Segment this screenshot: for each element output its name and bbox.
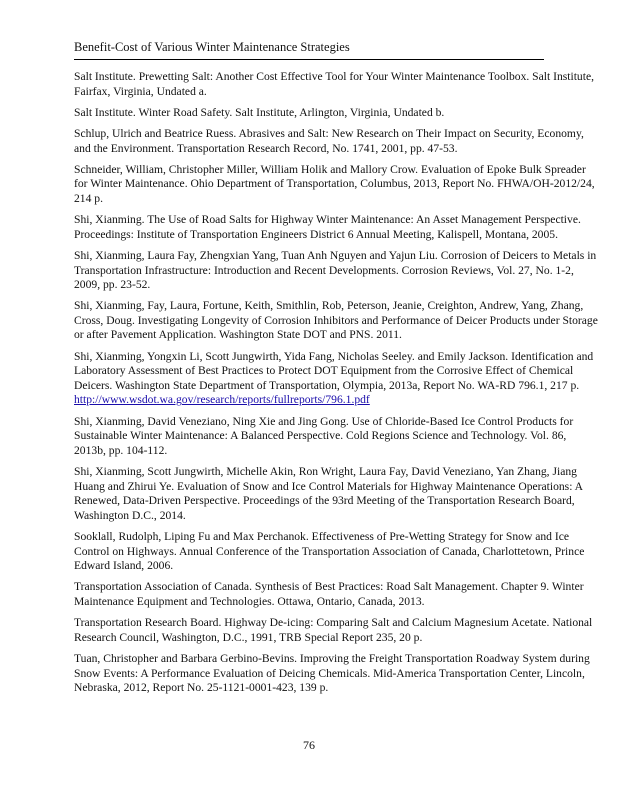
reference-entry xyxy=(74,299,600,343)
reference-text: Salt Institute. Winter Road Safety. Salt Institute, Arlington, Virginia, Undated b. xyxy=(74,105,445,119)
page-number: 76 xyxy=(303,738,315,752)
reference-text: Shi, Xianming, Yongxin Li, Scott Jungwirth, Yida Fang, Nicholas Seeley. and Emily Jackson. Identification and Laboratory Assessment of Best Practices to Protect DOT Equipment from the Corrosive Effect of Chemical Deicers. Washington State Department of Transportation, Olympia, 2013a, Report No. WA-RD 796.1, 217 p. xyxy=(74,349,594,392)
reference-entry xyxy=(74,415,600,459)
reference-entry xyxy=(74,70,600,99)
reference-text: Sooklall, Rudolph, Liping Fu and Max Perchanok. Effectiveness of Pre-Wetting Strategy for Snow and Ice Control on Highways. Annual Conference of the Transportation Association of Canada, Charlottetown, Prince Edward Island, 2006. xyxy=(74,529,585,573)
reference-text: Schneider, William, Christopher Miller, William Holik and Mallory Crow. Evaluation of Epoke Bulk Spreader for Winter Maintenance. Ohio Department of Transportation, Columbus, 2013, Report No. FHWA/OH-2012/24, 214 p. xyxy=(74,162,595,205)
reference-text: Salt Institute. Prewetting Salt: Another Cost Effective Tool for Your Winter Maintenance Toolbox. Salt Institute, Fairfax, Virginia, Undated a. xyxy=(74,70,594,98)
reference-text: Shi, Xianming, Scott Jungwirth, Michelle Akin, Ron Wright, Laura Fay, David Veneziano, Yan Zhang, Jiang Huang and Zhirui Ye. Evaluation of Snow and Ice Control Materials for Highway Maintenance Operations: A Renewed, Data-Driven Perspective. Proceedings of the 93rd Meeting of the Transportation Research Board, Washington D.C., 2014. xyxy=(74,465,583,522)
running-header: Benefit-Cost of Various Winter Maintenance Strategies xyxy=(74,40,544,60)
reference-text: Transportation Association of Canada. Synthesis of Best Practices: Road Salt Management. Chapter 9. Winter Maintenance Equipment and Technologies. Ottawa, Ontario, Canada, 2013. xyxy=(74,580,584,608)
reference-text: Schlup, Ulrich and Beatrice Ruess. Abrasives and Salt: New Research on Their Impact on Security, Economy, and the Environment. Transportation Research Record, No. 1741, 2001, pp. 47-53. xyxy=(74,126,584,155)
reference-entry xyxy=(74,465,600,523)
reference-text: Shi, Xianming, David Veneziano, Ning Xie and Jing Gong. Use of Chloride-Based Ice Control Products for Sustainable Winter Maintenance: A Balanced Perspective. Cold Regions Science and Technology. Vol. 86, 2013b, pp. 104-112. xyxy=(74,414,574,457)
reference-text: Shi, Xianming. The Use of Road Salts for Highway Winter Maintenance: An Asset Management Perspective. Proceedings: Institute of Transportation Engineers District 6 Annual Meeting, Kalispell, Montana, 2005. xyxy=(74,213,581,241)
reference-text: Transportation Research Board. Highway De-icing: Comparing Salt and Calcium Magnesium Acetate. National Research Council, Washington, D.C., 1991, TRB Special Report 235, 20 p. xyxy=(74,616,593,644)
reference-text: Tuan, Christopher and Barbara Gerbino-Bevins. Improving the Freight Transportation Roadway System during Snow Events: A Performance Evaluation of Deicing Chemicals. Mid-America Transportation Center, Lincoln, Nebraska, 2012, Report No. 25-1121-0001-423, 139 p. xyxy=(74,651,590,695)
reference-entry xyxy=(74,249,600,293)
reference-entry xyxy=(74,616,600,645)
reference-text: Shi, Xianming, Fay, Laura, Fortune, Keith, Smithlin, Rob, Peterson, Jeanie, Creighton, Andrew, Yang, Zhang, Cross, Doug. Investigating Longevity of Corrosion Inhibitors and Performance of Deicer Products under Storage or after Pavement Application. Washington State DOT and PNS. 2011. xyxy=(74,299,598,342)
report-link[interactable]: http://www.wsdot.wa.gov/research/reports/fullreports/796.1.pdf xyxy=(74,393,370,407)
reference-entry xyxy=(74,127,600,156)
reference-text: Shi, Xianming, Laura Fay, Zhengxian Yang, Tuan Anh Nguyen and Yajun Liu. Corrosion of Deicers to Metals in Transportation Infrastructure: Introduction and Recent Developments. Corrosion Reviews, Vol. 27, No. 1-2, 2009, pp. 23-52. xyxy=(74,248,597,292)
reference-entry xyxy=(74,530,600,574)
reference-entry xyxy=(74,580,600,609)
reference-entry xyxy=(74,213,600,242)
reference-entry xyxy=(74,163,600,207)
reference-list xyxy=(74,70,600,702)
reference-entry xyxy=(74,350,600,408)
reference-entry xyxy=(74,106,600,121)
reference-entry xyxy=(74,652,600,696)
